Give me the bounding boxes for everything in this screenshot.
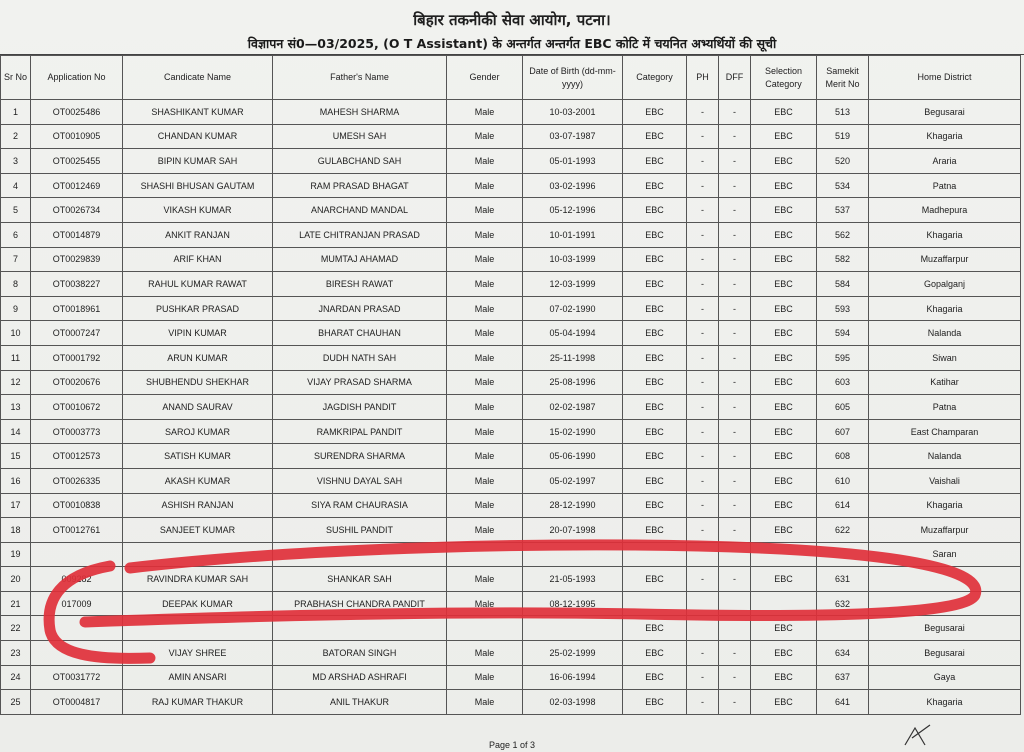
cell-dff: -: [719, 321, 751, 346]
cell-father-name: UMESH SAH: [273, 124, 447, 149]
cell-category: EBC: [623, 296, 687, 321]
cell-merit-no: 584: [817, 272, 869, 297]
cell-application-no: OT0001792: [31, 345, 123, 370]
cell-selection-category: EBC: [751, 272, 817, 297]
cell-application-no: OT0038227: [31, 272, 123, 297]
cell-selection-category: EBC: [751, 296, 817, 321]
cell-gender: Male: [447, 345, 523, 370]
cell-dob: 10-01-1991: [523, 222, 623, 247]
cell-ph: -: [687, 567, 719, 592]
cell-candidate-name: PUSHKAR PRASAD: [123, 296, 273, 321]
cell-gender: Male: [447, 567, 523, 592]
cell-gender: Male: [447, 468, 523, 493]
cell-home-district: Begusarai: [869, 616, 1021, 641]
cell-application-no: OT0020676: [31, 370, 123, 395]
cell-father-name: VIJAY PRASAD SHARMA: [273, 370, 447, 395]
cell-dff: -: [719, 222, 751, 247]
cell-category: EBC: [623, 641, 687, 666]
cell-selection-category: EBC: [751, 395, 817, 420]
cell-application-no: OT0010905: [31, 124, 123, 149]
cell-sr-no: 1: [1, 100, 31, 125]
cell-selection-category: EBC: [751, 345, 817, 370]
cell-application-no: OT0014879: [31, 222, 123, 247]
cell-home-district: Patna: [869, 173, 1021, 198]
cell-dff: -: [719, 149, 751, 174]
cell-candidate-name: SHASHI BHUSAN GAUTAM: [123, 173, 273, 198]
cell-category: EBC: [623, 345, 687, 370]
cell-dff: -: [719, 493, 751, 518]
cell-selection-category: EBC: [751, 518, 817, 543]
cell-selection-category: EBC: [751, 124, 817, 149]
cell-ph: -: [687, 419, 719, 444]
marker-stroke: [49, 545, 976, 658]
cell-merit-no: 622: [817, 518, 869, 543]
cell-home-district: Muzaffarpur: [869, 247, 1021, 272]
cell-father-name: PRABHASH CHANDRA PANDIT: [273, 591, 447, 616]
cell-selection-category: EBC: [751, 665, 817, 690]
cell-dob: 25-08-1996: [523, 370, 623, 395]
col-candidate-name: Candicate Name: [123, 56, 273, 100]
cell-ph: -: [687, 247, 719, 272]
cell-merit-no: 637: [817, 665, 869, 690]
cell-home-district: East Champaran: [869, 419, 1021, 444]
cell-sr-no: 24: [1, 665, 31, 690]
cell-ph: -: [687, 149, 719, 174]
cell-dob: 02-02-1987: [523, 395, 623, 420]
cell-father-name: ANARCHAND MANDAL: [273, 198, 447, 223]
cell-merit-no: 603: [817, 370, 869, 395]
cell-gender: Male: [447, 395, 523, 420]
cell-category: EBC: [623, 419, 687, 444]
cell-ph: -: [687, 124, 719, 149]
cell-home-district: Nalanda: [869, 444, 1021, 469]
cell-dob: 16-06-1994: [523, 665, 623, 690]
cell-merit-no: 634: [817, 641, 869, 666]
cell-application-no: OT0012573: [31, 444, 123, 469]
cell-ph: -: [687, 198, 719, 223]
cell-candidate-name: SHASHIKANT KUMAR: [123, 100, 273, 125]
cell-merit-no: 562: [817, 222, 869, 247]
cell-candidate-name: VIJAY SHREE: [123, 641, 273, 666]
cell-selection-category: EBC: [751, 468, 817, 493]
cell-selection-category: EBC: [751, 641, 817, 666]
cell-gender: Male: [447, 198, 523, 223]
cell-selection-category: EBC: [751, 198, 817, 223]
col-ph: PH: [687, 56, 719, 100]
cell-home-district: Khagaria: [869, 690, 1021, 715]
cell-candidate-name: VIKASH KUMAR: [123, 198, 273, 223]
cell-gender: Male: [447, 321, 523, 346]
cell-category: EBC: [623, 272, 687, 297]
cell-merit-no: 632: [817, 591, 869, 616]
cell-selection-category: EBC: [751, 173, 817, 198]
cell-gender: Male: [447, 296, 523, 321]
cell-home-district: Muzaffarpur: [869, 518, 1021, 543]
cell-dob: 08-12-1995: [523, 591, 623, 616]
cell-dob: 05-12-1996: [523, 198, 623, 223]
cell-dff: -: [719, 173, 751, 198]
cell-sr-no: 19: [1, 542, 31, 567]
cell-dff: -: [719, 247, 751, 272]
cell-dob: 15-02-1990: [523, 419, 623, 444]
cell-father-name: LATE CHITRANJAN PRASAD: [273, 222, 447, 247]
cell-father-name: RAM PRASAD BHAGAT: [273, 173, 447, 198]
cell-father-name: JAGDISH PANDIT: [273, 395, 447, 420]
cell-ph: -: [687, 296, 719, 321]
cell-dob: 28-12-1990: [523, 493, 623, 518]
cell-category: EBC: [623, 124, 687, 149]
cell-sr-no: 6: [1, 222, 31, 247]
cell-gender: Male: [447, 641, 523, 666]
cell-candidate-name: SHUBHENDU SHEKHAR: [123, 370, 273, 395]
cell-merit-no: 582: [817, 247, 869, 272]
cell-dff: -: [719, 419, 751, 444]
cell-selection-category: EBC: [751, 419, 817, 444]
cell-application-no: OT0010672: [31, 395, 123, 420]
cell-dff: -: [719, 665, 751, 690]
cell-gender: Male: [447, 272, 523, 297]
cell-merit-no: 594: [817, 321, 869, 346]
cell-application-no: OT0025486: [31, 100, 123, 125]
cell-sr-no: 3: [1, 149, 31, 174]
cell-candidate-name: AMIN ANSARI: [123, 665, 273, 690]
cell-merit-no: 631: [817, 567, 869, 592]
cell-father-name: SIYA RAM CHAURASIA: [273, 493, 447, 518]
cell-sr-no: 22: [1, 616, 31, 641]
cell-father-name: DUDH NATH SAH: [273, 345, 447, 370]
cell-application-no: OT0004817: [31, 690, 123, 715]
cell-dob: 02-03-1998: [523, 690, 623, 715]
cell-candidate-name: VIPIN KUMAR: [123, 321, 273, 346]
cell-application-no: OT0026734: [31, 198, 123, 223]
cell-selection-category: EBC: [751, 100, 817, 125]
cell-ph: -: [687, 321, 719, 346]
cell-father-name: SURENDRA SHARMA: [273, 444, 447, 469]
cell-sr-no: 16: [1, 468, 31, 493]
cell-home-district: Khagaria: [869, 222, 1021, 247]
cell-selection-category: EBC: [751, 444, 817, 469]
cell-application-no: OT0003773: [31, 419, 123, 444]
cell-sr-no: 11: [1, 345, 31, 370]
cell-application-no: OT0018961: [31, 296, 123, 321]
cell-category: EBC: [623, 518, 687, 543]
cell-category: EBC: [623, 173, 687, 198]
cell-selection-category: EBC: [751, 149, 817, 174]
cell-ph: -: [687, 665, 719, 690]
cell-category: EBC: [623, 198, 687, 223]
cell-merit-no: 593: [817, 296, 869, 321]
cell-merit-no: 610: [817, 468, 869, 493]
cell-father-name: ANIL THAKUR: [273, 690, 447, 715]
cell-dff: -: [719, 641, 751, 666]
cell-ph: -: [687, 222, 719, 247]
cell-dff: -: [719, 444, 751, 469]
cell-category: EBC: [623, 468, 687, 493]
cell-sr-no: 4: [1, 173, 31, 198]
cell-father-name: MAHESH SHARMA: [273, 100, 447, 125]
cell-candidate-name: ANKIT RANJAN: [123, 222, 273, 247]
cell-application-no: OT0029839: [31, 247, 123, 272]
cell-home-district: Khagaria: [869, 124, 1021, 149]
cell-selection-category: EBC: [751, 567, 817, 592]
cell-sr-no: 9: [1, 296, 31, 321]
cell-candidate-name: RAHUL KUMAR RAWAT: [123, 272, 273, 297]
cell-ph: -: [687, 272, 719, 297]
cell-merit-no: 641: [817, 690, 869, 715]
cell-home-district: Begusarai: [869, 100, 1021, 125]
cell-candidate-name: SATISH KUMAR: [123, 444, 273, 469]
cell-gender: Male: [447, 222, 523, 247]
cell-candidate-name: ANAND SAURAV: [123, 395, 273, 420]
cell-ph: -: [687, 444, 719, 469]
cell-dff: -: [719, 272, 751, 297]
cell-merit-no: 537: [817, 198, 869, 223]
cell-dob: 25-02-1999: [523, 641, 623, 666]
cell-candidate-name: SAROJ KUMAR: [123, 419, 273, 444]
cell-selection-category: EBC: [751, 321, 817, 346]
cell-selection-category: EBC: [751, 616, 817, 641]
cell-gender: Male: [447, 247, 523, 272]
cell-dff: -: [719, 124, 751, 149]
cell-home-district: Saran: [869, 542, 1021, 567]
cell-category: EBC: [623, 149, 687, 174]
cell-candidate-name: RAJ KUMAR THAKUR: [123, 690, 273, 715]
cell-category: EBC: [623, 100, 687, 125]
cell-selection-category: EBC: [751, 247, 817, 272]
cell-home-district: Khagaria: [869, 296, 1021, 321]
cell-ph: -: [687, 641, 719, 666]
cell-candidate-name: ARIF KHAN: [123, 247, 273, 272]
cell-father-name: MD ARSHAD ASHRAFI: [273, 665, 447, 690]
cell-ph: -: [687, 100, 719, 125]
cell-dob: 07-02-1990: [523, 296, 623, 321]
cell-dff: -: [719, 345, 751, 370]
cell-sr-no: 5: [1, 198, 31, 223]
cell-father-name: BIRESH RAWAT: [273, 272, 447, 297]
cell-dff: -: [719, 567, 751, 592]
cell-application-no: OT0007247: [31, 321, 123, 346]
cell-category: EBC: [623, 665, 687, 690]
col-father-name: Father's Name: [273, 56, 447, 100]
cell-dff: -: [719, 690, 751, 715]
cell-sr-no: 2: [1, 124, 31, 149]
cell-candidate-name: SANJEET KUMAR: [123, 518, 273, 543]
cell-ph: -: [687, 690, 719, 715]
cell-father-name: SUSHIL PANDIT: [273, 518, 447, 543]
cell-application-no: 017009: [31, 591, 123, 616]
cell-gender: Male: [447, 591, 523, 616]
cell-application-no: OT0010838: [31, 493, 123, 518]
cell-candidate-name: DEEPAK KUMAR: [123, 591, 273, 616]
cell-sr-no: 23: [1, 641, 31, 666]
col-sr-no: Sr No: [1, 56, 31, 100]
cell-dff: -: [719, 395, 751, 420]
cell-dff: -: [719, 100, 751, 125]
cell-category: EBC: [623, 395, 687, 420]
cell-father-name: BHARAT CHAUHAN: [273, 321, 447, 346]
cell-ph: -: [687, 518, 719, 543]
cell-ph: -: [687, 493, 719, 518]
cell-category: EBC: [623, 247, 687, 272]
cell-sr-no: 18: [1, 518, 31, 543]
cell-dob: 03-07-1987: [523, 124, 623, 149]
cell-application-no: OT0031772: [31, 665, 123, 690]
cell-application-no: OT0026335: [31, 468, 123, 493]
cell-candidate-name: ASHISH RANJAN: [123, 493, 273, 518]
cell-application-no: OT0025455: [31, 149, 123, 174]
cell-candidate-name: AKASH KUMAR: [123, 468, 273, 493]
cell-category: EBC: [623, 567, 687, 592]
cell-home-district: Nalanda: [869, 321, 1021, 346]
cell-gender: Male: [447, 173, 523, 198]
cell-merit-no: 607: [817, 419, 869, 444]
cell-sr-no: 21: [1, 591, 31, 616]
cell-dob: 25-11-1998: [523, 345, 623, 370]
cell-father-name: MUMTAJ AHAMAD: [273, 247, 447, 272]
cell-gender: Male: [447, 419, 523, 444]
cell-category: EBC: [623, 493, 687, 518]
cell-dob: 21-05-1993: [523, 567, 623, 592]
cell-gender: Male: [447, 690, 523, 715]
cell-home-district: Katihar: [869, 370, 1021, 395]
cell-dob: 05-01-1993: [523, 149, 623, 174]
cell-dob: 20-07-1998: [523, 518, 623, 543]
cell-gender: Male: [447, 444, 523, 469]
cell-sr-no: 20: [1, 567, 31, 592]
cell-selection-category: EBC: [751, 493, 817, 518]
cell-merit-no: 608: [817, 444, 869, 469]
cell-dff: -: [719, 518, 751, 543]
cell-merit-no: 605: [817, 395, 869, 420]
col-date-of-birth: Date of Birth (dd-mm-yyyy): [523, 56, 623, 100]
cell-sr-no: 10: [1, 321, 31, 346]
cell-father-name: JNARDAN PRASAD: [273, 296, 447, 321]
cell-dob: 12-03-1999: [523, 272, 623, 297]
cell-home-district: Patna: [869, 395, 1021, 420]
col-home-district: Home District: [869, 56, 1021, 100]
cell-home-district: Gaya: [869, 665, 1021, 690]
cell-merit-no: 513: [817, 100, 869, 125]
cell-home-district: Madhepura: [869, 198, 1021, 223]
cell-selection-category: EBC: [751, 690, 817, 715]
page-number: Page 1 of 3: [488, 740, 536, 750]
cell-category: EBC: [623, 370, 687, 395]
cell-candidate-name: CHANDAN KUMAR: [123, 124, 273, 149]
cell-ph: -: [687, 345, 719, 370]
cell-gender: Male: [447, 370, 523, 395]
cell-dff: -: [719, 370, 751, 395]
cell-selection-category: EBC: [751, 222, 817, 247]
cell-sr-no: 14: [1, 419, 31, 444]
cell-candidate-name: RAVINDRA KUMAR SAH: [123, 567, 273, 592]
cell-gender: Male: [447, 665, 523, 690]
cell-merit-no: 614: [817, 493, 869, 518]
cell-dob: 05-02-1997: [523, 468, 623, 493]
cell-home-district: Gopalganj: [869, 272, 1021, 297]
col-application-no: Application No: [31, 56, 123, 100]
cell-category: EBC: [623, 616, 687, 641]
cell-category: EBC: [623, 690, 687, 715]
cell-dob: 10-03-2001: [523, 100, 623, 125]
cell-sr-no: 8: [1, 272, 31, 297]
cell-home-district: Siwan: [869, 345, 1021, 370]
cell-father-name: GULABCHAND SAH: [273, 149, 447, 174]
cell-dob: 05-06-1990: [523, 444, 623, 469]
cell-candidate-name: BIPIN KUMAR SAH: [123, 149, 273, 174]
col-merit-no: Samekit Merit No: [817, 56, 869, 100]
cell-home-district: Araria: [869, 149, 1021, 174]
cell-dob: 03-02-1996: [523, 173, 623, 198]
cell-father-name: RAMKRIPAL PANDIT: [273, 419, 447, 444]
cell-sr-no: 7: [1, 247, 31, 272]
cell-dob: 10-03-1999: [523, 247, 623, 272]
page-subtitle: विज्ञापन सं0—03/2025, (O T Assistant) के अन्तर्गत अन्तर्गत EBC कोटि में चयनित अभ्यर्थियों की सूची: [0, 34, 1024, 55]
col-dff: DFF: [719, 56, 751, 100]
col-gender: Gender: [447, 56, 523, 100]
cell-father-name: SHANKAR SAH: [273, 567, 447, 592]
cell-ph: -: [687, 468, 719, 493]
cell-merit-no: 595: [817, 345, 869, 370]
cell-ph: -: [687, 395, 719, 420]
cell-sr-no: 12: [1, 370, 31, 395]
cell-category: EBC: [623, 321, 687, 346]
cell-sr-no: 25: [1, 690, 31, 715]
cell-category: EBC: [623, 444, 687, 469]
col-selection-category: Selection Category: [751, 56, 817, 100]
cell-selection-category: EBC: [751, 370, 817, 395]
cell-category: EBC: [623, 222, 687, 247]
cell-sr-no: 17: [1, 493, 31, 518]
cell-home-district: Vaishali: [869, 468, 1021, 493]
cell-merit-no: 534: [817, 173, 869, 198]
cell-father-name: BATORAN SINGH: [273, 641, 447, 666]
cell-dff: -: [719, 296, 751, 321]
cell-ph: -: [687, 370, 719, 395]
cell-ph: -: [687, 173, 719, 198]
cell-gender: Male: [447, 124, 523, 149]
cell-application-no: OT0012761: [31, 518, 123, 543]
cell-merit-no: 520: [817, 149, 869, 174]
col-category: Category: [623, 56, 687, 100]
cell-application-no: OT0012469: [31, 173, 123, 198]
cell-dob: 05-04-1994: [523, 321, 623, 346]
cell-application-no: 009282: [31, 567, 123, 592]
cell-sr-no: 15: [1, 444, 31, 469]
cell-merit-no: 519: [817, 124, 869, 149]
cell-candidate-name: ARUN KUMAR: [123, 345, 273, 370]
cell-dff: -: [719, 468, 751, 493]
cell-father-name: VISHNU DAYAL SAH: [273, 468, 447, 493]
cell-gender: Male: [447, 100, 523, 125]
cell-sr-no: 13: [1, 395, 31, 420]
cell-home-district: Khagaria: [869, 493, 1021, 518]
page-title: बिहार तकनीकी सेवा आयोग, पटना।: [413, 11, 611, 29]
cell-gender: Male: [447, 518, 523, 543]
cell-dff: -: [719, 198, 751, 223]
cell-gender: Male: [447, 493, 523, 518]
cell-home-district: Begusarai: [869, 641, 1021, 666]
cell-gender: Male: [447, 149, 523, 174]
